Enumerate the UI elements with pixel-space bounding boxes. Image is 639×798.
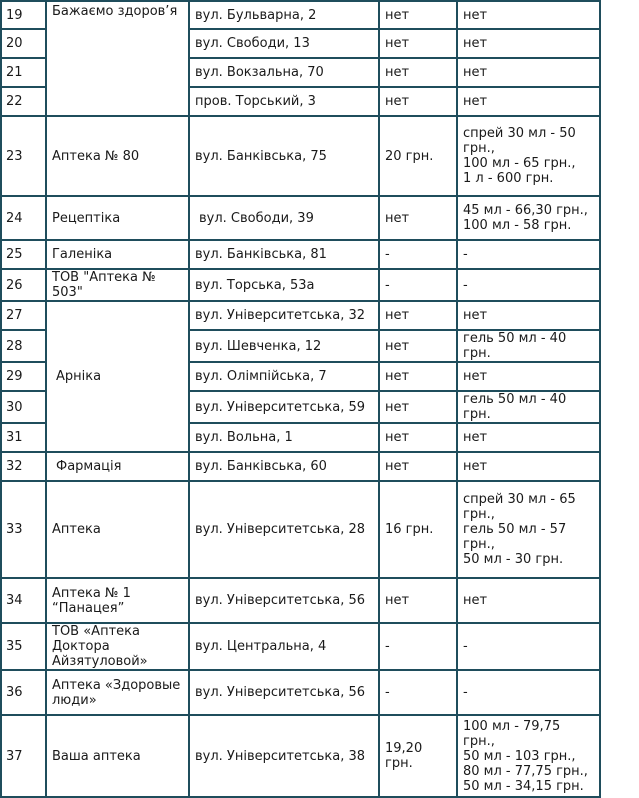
price: нет bbox=[380, 331, 456, 361]
row-number: 26 bbox=[2, 270, 45, 300]
address: вул. Банківська, 81 bbox=[190, 241, 378, 268]
pharmacy-name: Аптека № 1 “Панацея” bbox=[47, 579, 188, 622]
address: вул. Університетська, 38 bbox=[190, 716, 378, 796]
address: вул. Центральна, 4 bbox=[190, 624, 378, 669]
other-products: нет bbox=[458, 453, 599, 480]
table-row bbox=[2, 716, 599, 796]
table-row bbox=[2, 671, 599, 714]
other-products: нет bbox=[458, 30, 599, 57]
address: вул. Університетська, 59 bbox=[190, 392, 378, 422]
pharmacy-name: ТОВ «Аптека Доктора Айзятуловой» bbox=[47, 624, 188, 669]
price: - bbox=[380, 624, 456, 669]
table-row bbox=[2, 197, 599, 239]
row-number: 28 bbox=[2, 331, 45, 361]
other-products: нет bbox=[458, 59, 599, 86]
row-number: 36 bbox=[2, 671, 45, 714]
table-row bbox=[2, 482, 599, 577]
price: нет bbox=[380, 424, 456, 451]
row-number: 29 bbox=[2, 363, 45, 390]
pharmacy-name: Арніка bbox=[47, 302, 188, 451]
address: вул. Університетська, 56 bbox=[190, 671, 378, 714]
row-number: 20 bbox=[2, 30, 45, 57]
table-row bbox=[2, 270, 599, 300]
table-row bbox=[2, 453, 599, 480]
other-products: нет bbox=[458, 302, 599, 329]
address: вул. Вокзальна, 70 bbox=[190, 59, 378, 86]
price: нет bbox=[380, 453, 456, 480]
pharmacy-name: Рецептіка bbox=[47, 197, 188, 239]
pharmacy-name: Аптека bbox=[47, 482, 188, 577]
other-products: - bbox=[458, 671, 599, 714]
other-products: нет bbox=[458, 363, 599, 390]
address: вул. Університетська, 56 bbox=[190, 579, 378, 622]
address: вул. Шевченка, 12 bbox=[190, 331, 378, 361]
row-number: 33 bbox=[2, 482, 45, 577]
row-number: 25 bbox=[2, 241, 45, 268]
other-products: гель 50 мл - 40 грн. bbox=[458, 392, 599, 422]
other-products: нет bbox=[458, 579, 599, 622]
other-products: гель 50 мл - 40 грн. bbox=[458, 331, 599, 361]
price: нет bbox=[380, 88, 456, 115]
row-number: 24 bbox=[2, 197, 45, 239]
price: - bbox=[380, 241, 456, 268]
price: нет bbox=[380, 579, 456, 622]
row-number: 37 bbox=[2, 716, 45, 796]
address: вул. Олімпійська, 7 bbox=[190, 363, 378, 390]
address: вул. Університетська, 32 bbox=[190, 302, 378, 329]
row-number: 35 bbox=[2, 624, 45, 669]
address: вул. Університетська, 28 bbox=[190, 482, 378, 577]
address: вул. Вольна, 1 bbox=[190, 424, 378, 451]
other-products: - bbox=[458, 241, 599, 268]
address: вул. Свободи, 13 bbox=[190, 30, 378, 57]
row-number: 32 bbox=[2, 453, 45, 480]
address: вул. Банківська, 60 bbox=[190, 453, 378, 480]
address: вул. Свободи, 39 bbox=[190, 197, 378, 239]
row-number: 22 bbox=[2, 88, 45, 115]
row-number: 27 bbox=[2, 302, 45, 329]
row-number: 31 bbox=[2, 424, 45, 451]
row-number: 21 bbox=[2, 59, 45, 86]
price: - bbox=[380, 671, 456, 714]
table-row bbox=[2, 2, 599, 28]
price: нет bbox=[380, 59, 456, 86]
other-products: спрей 30 мл - 65 грн., гель 50 мл - 57 грн., 50 мл - 30 грн. bbox=[458, 482, 599, 577]
address: вул. Банківська, 75 bbox=[190, 117, 378, 195]
pharmacy-name: Аптека № 80 bbox=[47, 117, 188, 195]
price: нет bbox=[380, 392, 456, 422]
address: вул. Бульварна, 2 bbox=[190, 2, 378, 28]
price: нет bbox=[380, 363, 456, 390]
pharmacy-name: Бажаємо здоров’я bbox=[47, 2, 188, 115]
row-number: 23 bbox=[2, 117, 45, 195]
price: нет bbox=[380, 197, 456, 239]
price: 19,20 грн. bbox=[380, 716, 456, 796]
other-products: нет bbox=[458, 424, 599, 451]
row-number: 34 bbox=[2, 579, 45, 622]
price: 16 грн. bbox=[380, 482, 456, 577]
pharmacy-name: Галеніка bbox=[47, 241, 188, 268]
table-row bbox=[2, 579, 599, 622]
table-row bbox=[2, 241, 599, 268]
other-products: 100 мл - 79,75 грн., 50 мл - 103 грн., 80 мл - 77,75 грн., 50 мл - 34,15 грн. bbox=[458, 716, 599, 796]
table-row bbox=[2, 117, 599, 195]
other-products: нет bbox=[458, 2, 599, 28]
pharmacy-name: Аптека «Здоровые люди» bbox=[47, 671, 188, 714]
pharmacy-name: Ваша аптека bbox=[47, 716, 188, 796]
price: - bbox=[380, 270, 456, 300]
other-products: 45 мл - 66,30 грн., 100 мл - 58 грн. bbox=[458, 197, 599, 239]
table-row bbox=[2, 302, 599, 329]
other-products: - bbox=[458, 624, 599, 669]
price: нет bbox=[380, 302, 456, 329]
row-number: 30 bbox=[2, 392, 45, 422]
pharmacy-name: Фармація bbox=[47, 453, 188, 480]
address: пров. Торський, 3 bbox=[190, 88, 378, 115]
address: вул. Торська, 53а bbox=[190, 270, 378, 300]
other-products: спрей 30 мл - 50 грн., 100 мл - 65 грн., 1 л - 600 грн. bbox=[458, 117, 599, 195]
price: 20 грн. bbox=[380, 117, 456, 195]
other-products: нет bbox=[458, 88, 599, 115]
row-number: 19 bbox=[2, 2, 45, 28]
other-products: - bbox=[458, 270, 599, 300]
pharmacy-name: ТОВ "Аптека № 503" bbox=[47, 270, 188, 300]
table-row bbox=[2, 624, 599, 669]
price: нет bbox=[380, 30, 456, 57]
price: нет bbox=[380, 2, 456, 28]
